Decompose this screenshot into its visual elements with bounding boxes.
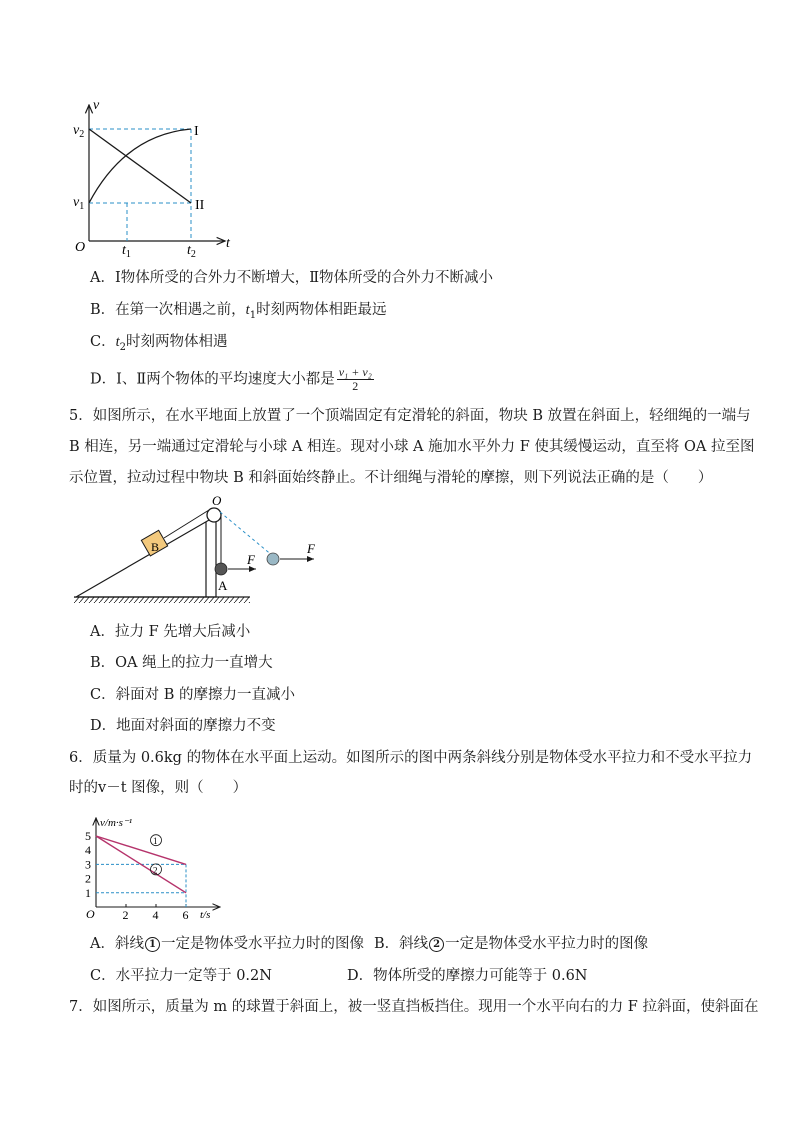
q4-option-a: A．Ⅰ物体所受的合外力不断增大，Ⅱ物体所受的合外力不断减小 — [90, 270, 494, 286]
curve-II-label: II — [195, 198, 205, 213]
t2-label: $t_2$ — [187, 243, 196, 260]
q5-option-c: C．斜面对 B 的摩擦力一直减小 — [90, 687, 295, 703]
line-II — [89, 129, 191, 203]
v1-label: $v_1$ — [73, 195, 85, 212]
ground-hatch — [74, 597, 250, 603]
circled-number: 1 — [145, 937, 160, 952]
label-f1: F — [247, 552, 255, 567]
q5-text-line-2: B 相连，另一端通过定滑轮与小球 A 相连。现对小球 A 施加水平外力 F 使其缓慢运动，直至将 OA 拉至图 — [69, 439, 755, 455]
chart-origin-label: O — [86, 907, 95, 921]
q5-option-b: B．OA 绳上的拉力一直增大 — [90, 655, 273, 671]
x-tick-label: 6 — [182, 908, 189, 922]
x-tick-label: 4 — [152, 908, 159, 922]
q6-option-a: A．斜线 1 一定是物体受水平拉力时的图像 — [90, 936, 364, 952]
series-label: 1 — [153, 836, 158, 847]
series-label: 2 — [153, 865, 158, 876]
y-tick-label: 3 — [85, 857, 91, 872]
q4-option-c: C．$t_2$时刻两物体相遇 — [90, 334, 228, 353]
ball-a — [215, 563, 227, 575]
v-axis-label: v — [93, 98, 100, 113]
v2-label: $v_2$ — [73, 123, 85, 140]
t-axis-label: t — [226, 236, 230, 251]
label-a: A — [218, 578, 228, 593]
q7-text-line-1: 7．如图所示，质量为 m 的球置于斜面上，被一竖直挡板挡住。现用一个水平向右的力 F 拉斜面，使斜面在 — [69, 999, 759, 1015]
chart-x-label: t/s — [200, 909, 211, 921]
q5-option-a: A．拉力 F 先增大后减小 — [90, 624, 251, 640]
q5-option-d: D．地面对斜面的摩擦力不变 — [90, 718, 276, 734]
y-tick-label: 2 — [85, 871, 91, 886]
q6-option-d: D．物体所受的摩擦力可能等于 0.6N — [347, 968, 588, 984]
q6-option-c: C．水平拉力一定等于 0.2N — [90, 968, 272, 984]
q6-text-line-2: 时的v－t 图像，则（ ） — [69, 780, 248, 796]
vt-chart-q6 — [70, 812, 230, 922]
q4-option-d: D．Ⅰ、Ⅱ两个物体的平均速度大小都是 $\frac{\text{v₁ + v₂}}{2}$ — [90, 365, 372, 393]
q4-option-b: B．在第一次相遇之前，$t_1$时刻两物体相距最远 — [90, 302, 387, 321]
incline — [76, 516, 216, 597]
origin-label: O — [75, 240, 86, 255]
chart-y-label: v/m·s⁻¹ — [100, 817, 133, 829]
y-tick-label: 4 — [85, 843, 91, 858]
t1-label: $t_1$ — [122, 243, 131, 260]
q6-option-b: B．斜线 2 一定是物体受水平拉力时的图像 — [374, 936, 649, 952]
q5-text-line-3: 示位置，拉动过程中物块 B 和斜面始终静止。不计细绳与滑轮的摩擦，则下列说法正确的是（ ） — [69, 470, 713, 486]
label-o: O — [212, 493, 222, 508]
series-line-1 — [96, 836, 186, 864]
rope-a-dashed — [220, 512, 273, 556]
vt-graph-figure-1 — [70, 95, 240, 260]
x-tick-label: 2 — [122, 908, 129, 922]
ball-a-moved — [267, 553, 279, 565]
circled-number: 2 — [429, 937, 444, 952]
q6-text-line-1: 6．质量为 0.6kg 的物体在水平面上运动。如图所示的图中两条斜线分别是物体受水平拉力和不受水平拉力 — [69, 750, 753, 766]
incline-pulley-figure — [70, 494, 330, 606]
y-tick-label: 1 — [85, 885, 91, 900]
fraction: $\frac{\text{v₁ + v₂}}{2}$ — [338, 365, 372, 393]
q5-text-line-1: 5．如图所示，在水平地面上放置了一个顶端固定有定滑轮的斜面，物块 B 放置在斜面上，轻细绳的一端与 — [69, 408, 751, 424]
y-tick-label: 5 — [85, 829, 91, 843]
label-b: B — [151, 540, 160, 554]
label-f2: F — [307, 541, 315, 556]
curve-I-label: I — [194, 124, 199, 139]
pulley — [207, 508, 221, 522]
